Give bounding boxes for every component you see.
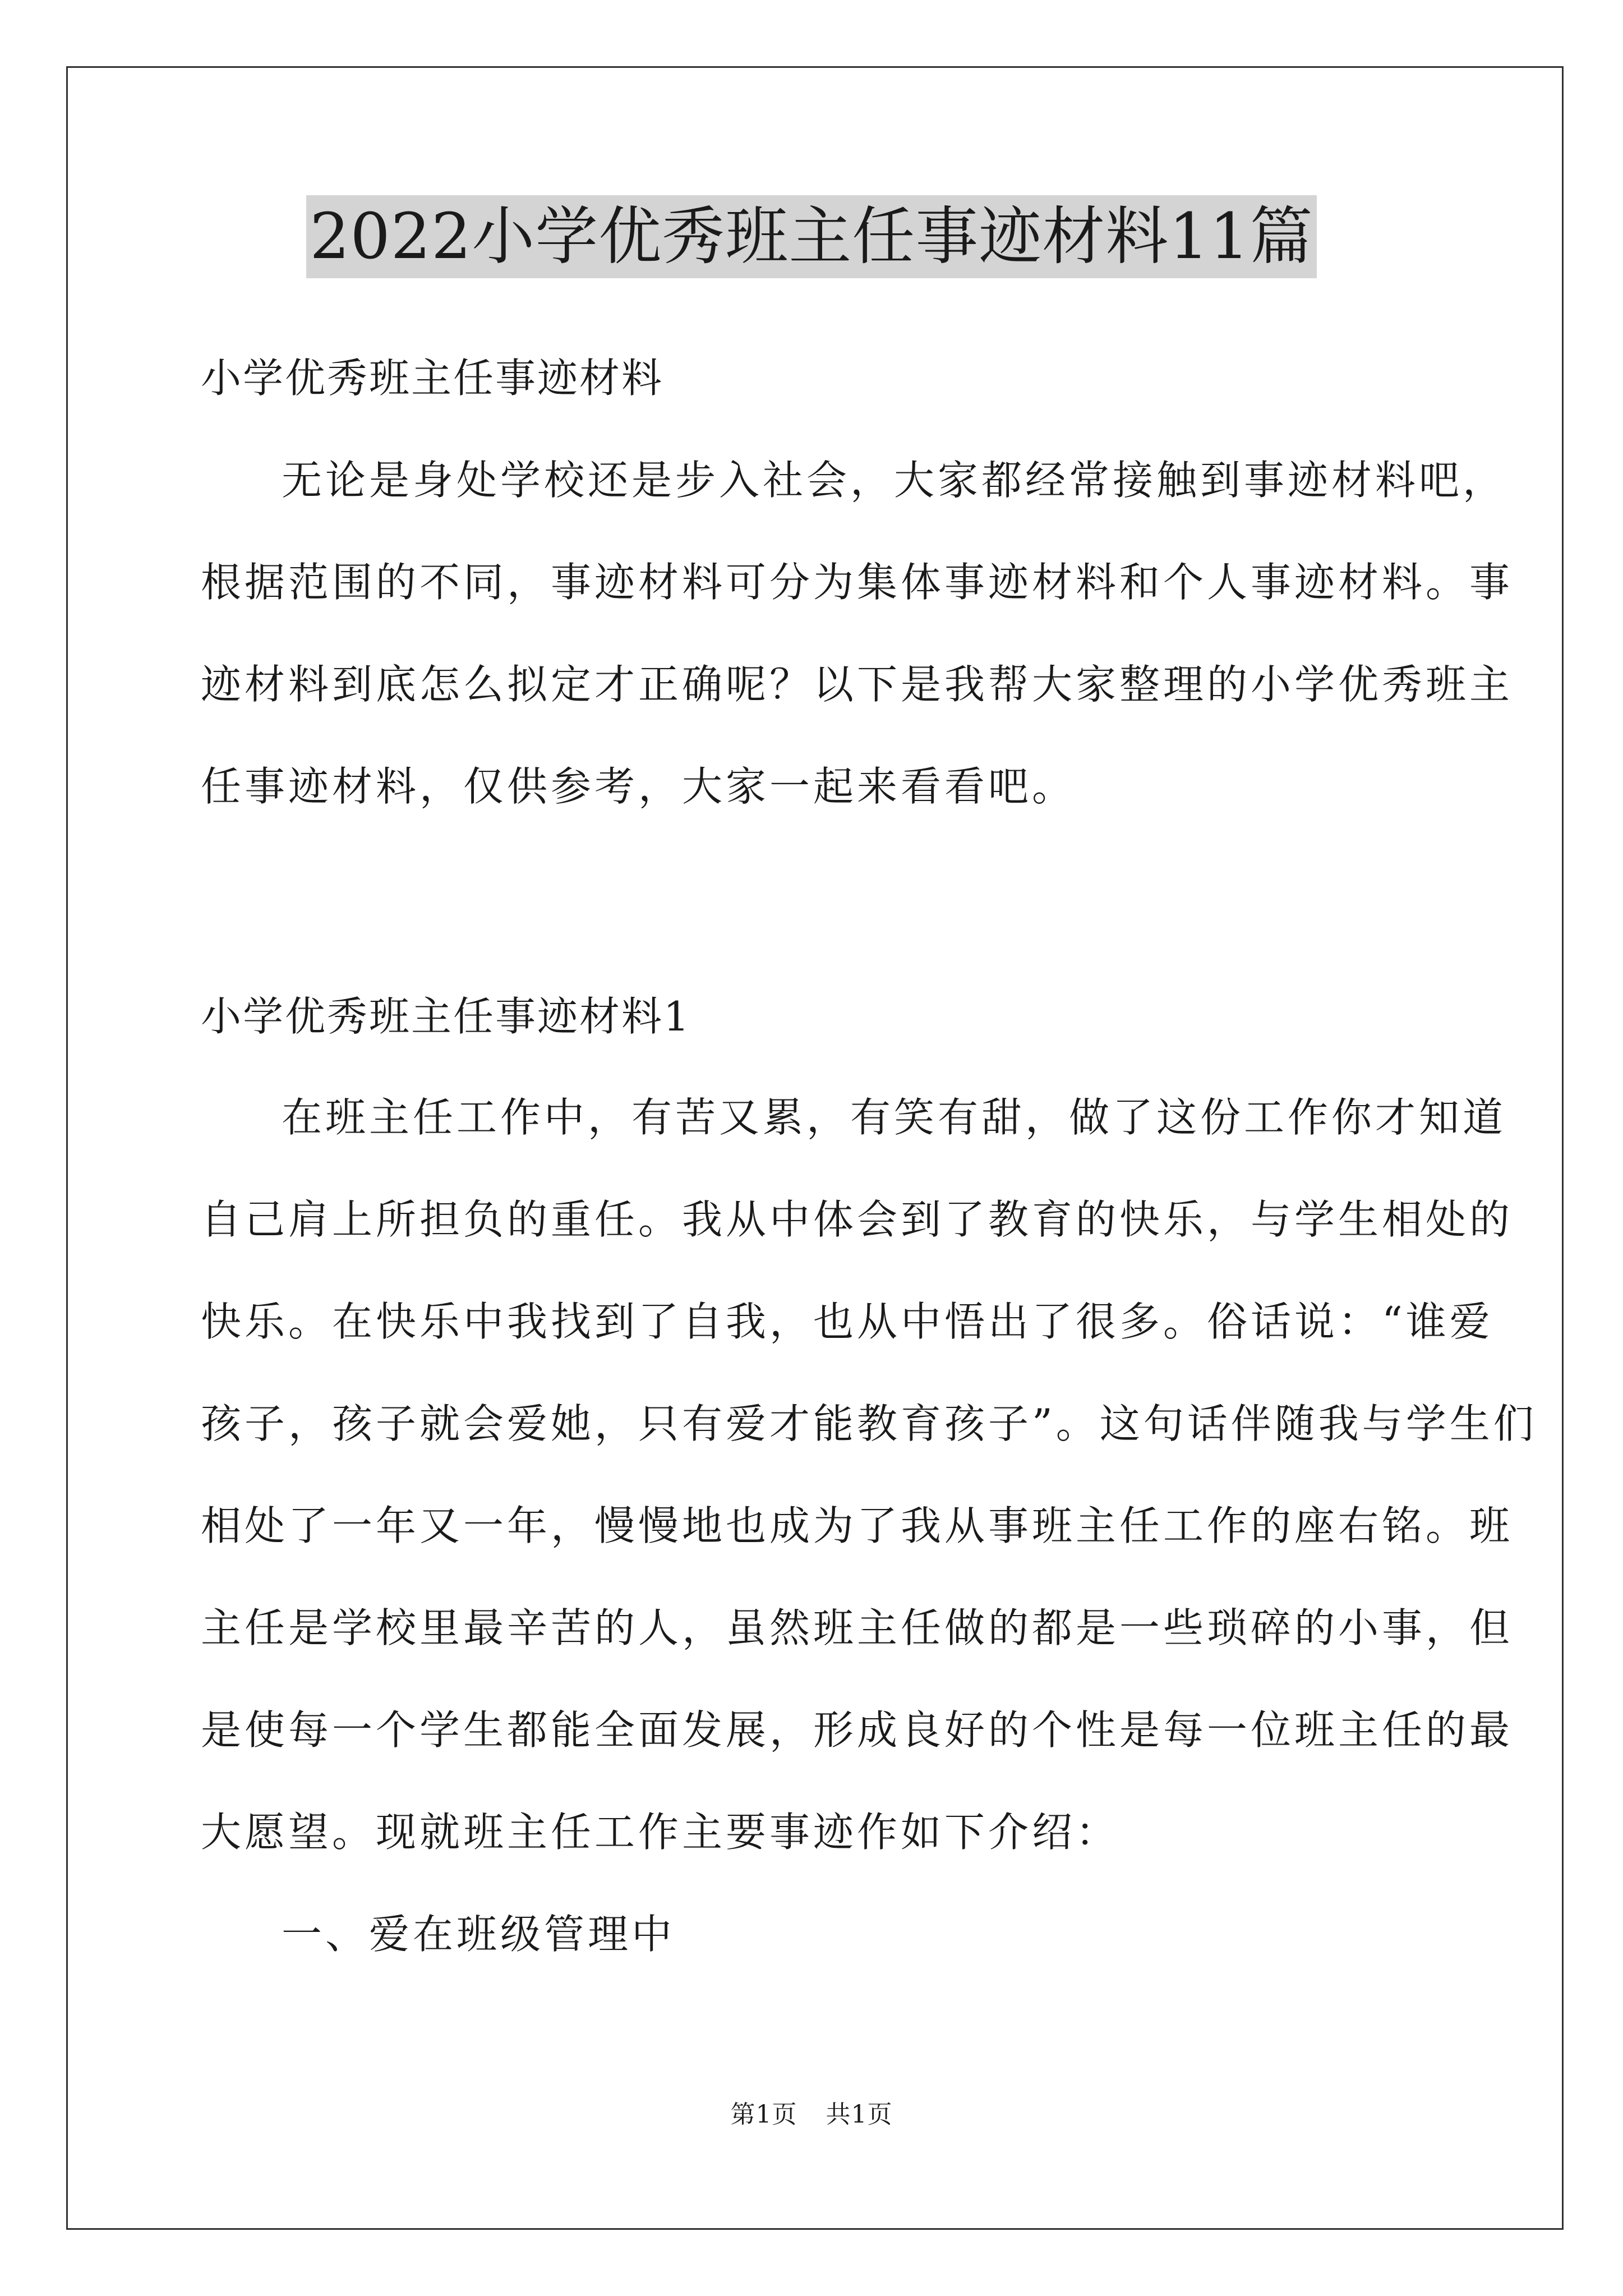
body-line: 快乐。在快乐中我找到了自我，也从中悟出了很多。俗话说：“谁爱 <box>201 1298 1493 1345</box>
subheading: 小学优秀班主任事迹材料1 <box>201 993 691 1040</box>
body-line: 在班主任工作中，有苦又累，有笑有甜，做了这份工作你才知道 <box>282 1094 1507 1141</box>
body-line: 主任是学校里最辛苦的人，虽然班主任做的都是一些琐碎的小事，但 <box>201 1604 1514 1651</box>
page-total: 共1页 <box>826 2100 893 2129</box>
body-line: 大愿望。现就班主任工作主要事迹作如下介绍： <box>201 1809 1120 1856</box>
intro-line: 根据范围的不同，事迹材料可分为集体事迹材料和个人事迹材料。事 <box>201 559 1514 606</box>
title-container <box>0 195 1623 278</box>
section-heading: 小学优秀班主任事迹材料 <box>201 355 664 402</box>
intro-line: 任事迹材料，仅供参考，大家一起来看看吧。 <box>201 763 1076 810</box>
document-title: 2022小学优秀班主任事迹材料11篇 <box>306 195 1317 278</box>
body-line: 相处了一年又一年，慢慢地也成为了我从事班主任工作的座右铭。班 <box>201 1502 1514 1549</box>
body-line: 是使每一个学生都能全面发展，形成良好的个性是每一位班主任的最 <box>201 1706 1514 1754</box>
body-line: 孩子，孩子就会爱她，只有爱才能教育孩子”。这句话伴随我与学生们 <box>201 1400 1537 1447</box>
page-number: 第1页 <box>730 2100 797 2129</box>
list-item: 一、爱在班级管理中 <box>282 1911 676 1958</box>
page-footer <box>0 2098 1623 2132</box>
intro-line: 迹材料到底怎么拟定才正确呢？以下是我帮大家整理的小学优秀班主 <box>201 661 1514 708</box>
body-line: 自己肩上所担负的重任。我从中体会到了教育的快乐，与学生相处的 <box>201 1196 1514 1243</box>
intro-line: 无论是身处学校还是步入社会，大家都经常接触到事迹材料吧， <box>282 457 1507 504</box>
